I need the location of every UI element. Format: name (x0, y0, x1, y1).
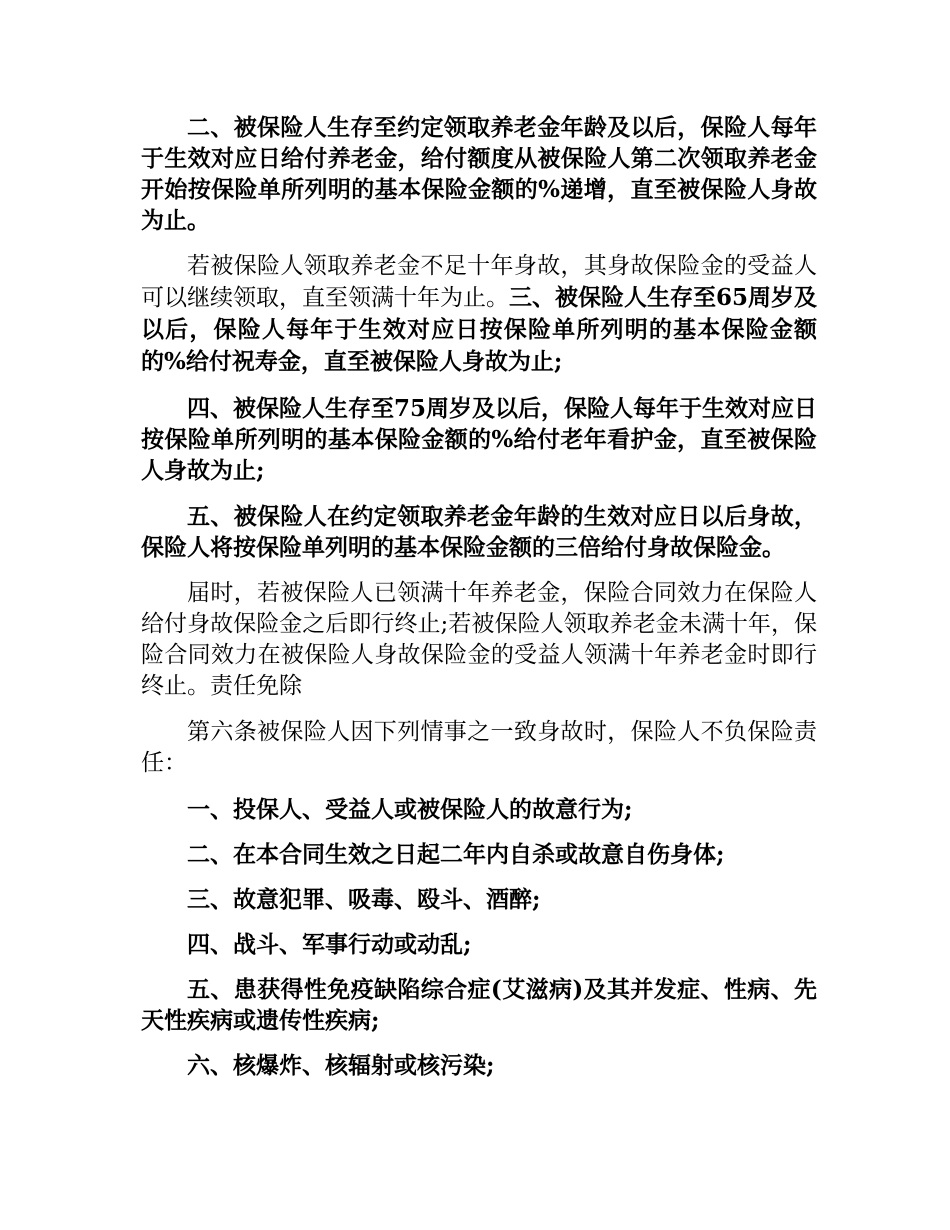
paragraph-text: 二、被保险人生存至约定领取养老金年龄及以后，保险人每年于生效对应日给付养老金，给付额度从被保险人第二次领取养老金开始按保险单所列明的基本保险金额的%递增，直至被保险人身故为止。 (141, 114, 817, 234)
exclusion-item-6 (141, 1050, 817, 1081)
paragraph-text: 六、核爆炸、核辐射或核污染; (187, 1052, 495, 1079)
document-body (141, 112, 817, 1081)
exclusion-item-1 (141, 794, 817, 825)
paragraph-text: 若被保险人领取养老金不足十年身故，其身故保险金的受益人可以继续领取，直至领满十年为止。 (141, 253, 817, 311)
paragraph-text: 三、被保险人生存至65周岁及以后，保险人每年于生效对应日按保险单所列明的基本保险金额的%给付祝寿金，直至被保险人身故为止; (141, 284, 818, 375)
paragraph-pension-payment (141, 112, 817, 236)
paragraph-text: 第六条被保险人因下列情事之一致身故时，保险人不负保险责任： (141, 719, 817, 776)
paragraph-text: 三、故意犯罪、吸毒、殴斗、酒醉; (187, 886, 541, 913)
paragraph-elderly-care-benefit (141, 393, 817, 486)
paragraph-text: 二、在本合同生效之日起二年内自杀或故意自伤身体; (187, 841, 725, 868)
paragraph-text: 四、被保险人生存至75周岁及以后，保险人每年于生效对应日按保险单所列明的基本保险金额的%给付老年看护金，直至被保险人身故为止; (141, 395, 818, 484)
exclusion-item-3 (141, 884, 817, 915)
paragraph-text: 五、被保险人在约定领取养老金年龄的生效对应日以后身故，保险人将按保险单列明的基本保险金额的三倍给付身故保险金。 (141, 503, 817, 561)
paragraph-text: 五、患获得性免疫缺陷综合症(艾滋病)及其并发症、性病、先天性疾病或遗传性疾病; (141, 976, 817, 1034)
paragraph-article-six (141, 717, 817, 779)
paragraph-text: 四、战斗、军事行动或动乱; (187, 931, 472, 958)
paragraph-pension-continuation-and-birthday-benefit (141, 251, 817, 378)
paragraph-death-benefit (141, 501, 817, 563)
paragraph-contract-termination (141, 578, 817, 702)
paragraph-text: 一、投保人、受益人或被保险人的故意行为; (187, 796, 633, 823)
paragraph-text: 届时，若被保险人已领满十年养老金，保险合同效力在保险人给付身故保险金之后即行终止;若被保险人领取养老金未满十年，保险合同效力在被保险人身故保险金的受益人领满十年养老金时即行终止。责任免除 (141, 580, 817, 699)
exclusion-item-5 (141, 974, 817, 1036)
exclusion-item-4 (141, 929, 817, 960)
exclusion-item-2 (141, 839, 817, 870)
